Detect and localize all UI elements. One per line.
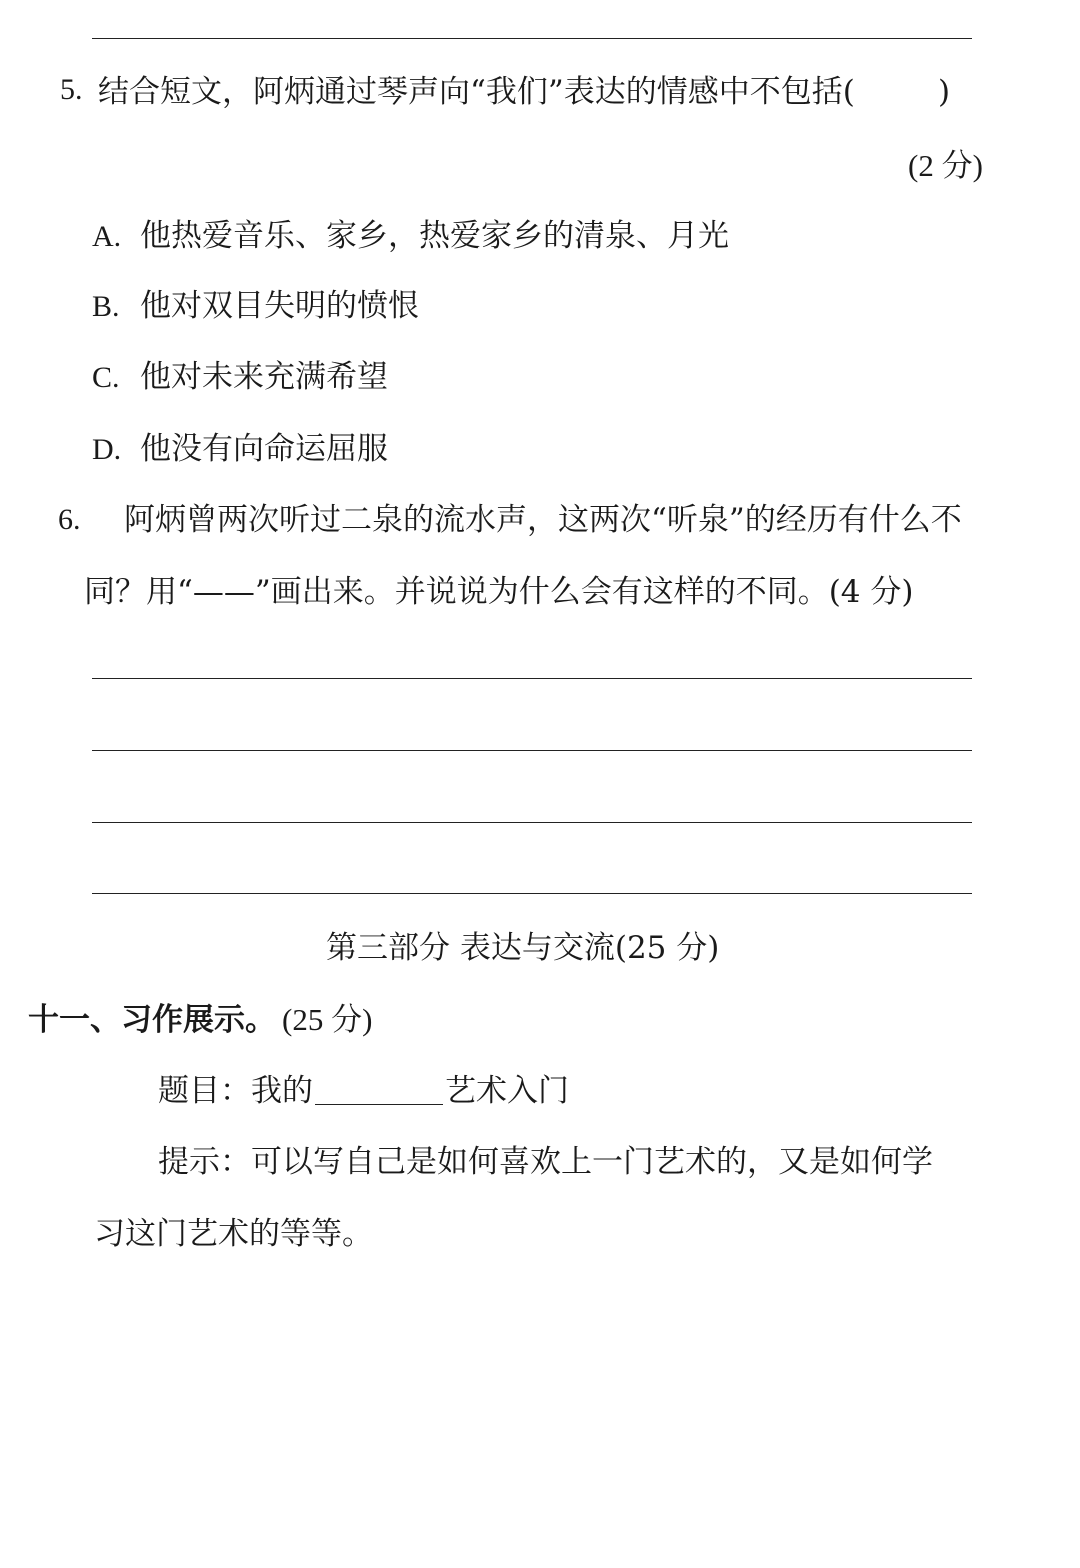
answer-line[interactable]	[92, 750, 972, 751]
option-text: 他没有向命运屈服	[140, 431, 388, 467]
q6-number: 6.	[58, 503, 81, 536]
q6-line-2: 同？用“——”画出来。并说说为什么会有这样的不同。(4 分)	[84, 574, 914, 610]
option-text: 他热爱音乐、家乡，热爱家乡的清泉、月光	[140, 218, 729, 254]
section11-heading: 十一、习作展示。	[28, 1002, 276, 1038]
answer-line[interactable]	[92, 822, 972, 823]
answer-line[interactable]	[92, 678, 972, 679]
q5-score: (2 分)	[908, 148, 983, 183]
option-text: 他对双目失明的愤恨	[140, 288, 419, 324]
option-letter: A.	[92, 220, 122, 253]
q5-number: 5.	[60, 73, 83, 106]
answer-line-top	[92, 38, 972, 39]
option-text: 他对未来充满希望	[140, 359, 388, 395]
answer-line[interactable]	[92, 893, 972, 894]
option-letter: D.	[92, 433, 122, 466]
essay-title-prefix: 题目：我的	[158, 1073, 313, 1109]
section11-score: (25 分)	[282, 1002, 373, 1037]
option-letter: B.	[92, 290, 120, 323]
hint-line-2: 习这门艺术的等等。	[94, 1216, 373, 1252]
q6-line-1: 阿炳曾两次听过二泉的流水声，这两次“听泉”的经历有什么不	[124, 502, 962, 538]
hint-line-1: 提示：可以写自己是如何喜欢上一门艺术的，又是如何学	[158, 1144, 933, 1180]
essay-title-suffix: 艺术入门	[445, 1073, 569, 1109]
essay-title-blank[interactable]	[315, 1074, 443, 1105]
part3-heading: 第三部分 表达与交流(25 分)	[326, 930, 720, 966]
q5-paren-close: )	[938, 74, 951, 110]
essay-title	[158, 1071, 569, 1111]
q5-stem: 结合短文，阿炳通过琴声向“我们”表达的情感中不包括(	[98, 74, 855, 110]
option-letter: C.	[92, 361, 120, 394]
